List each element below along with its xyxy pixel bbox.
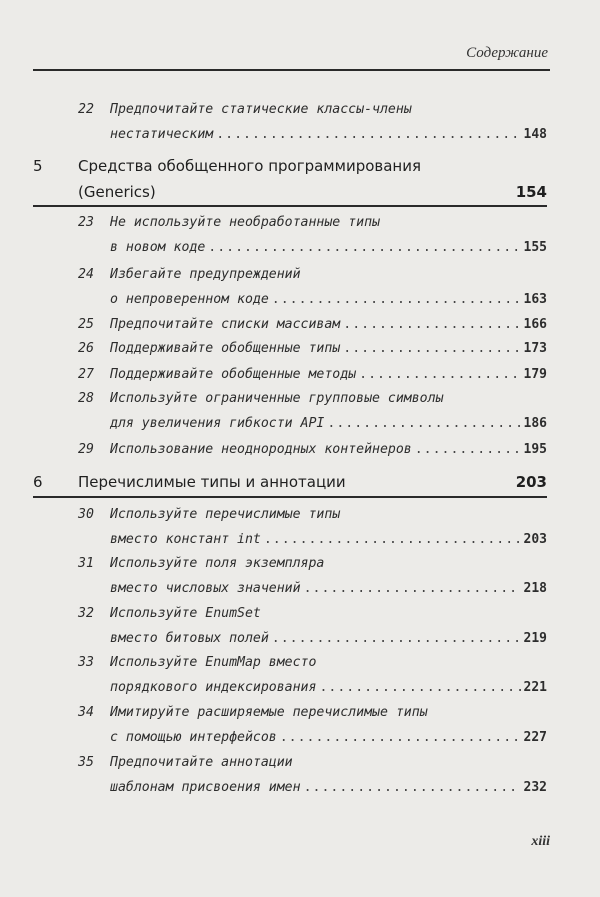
chapter-title-cont: (Generics) (78, 183, 156, 201)
chapter-6-heading[interactable] (33, 469, 547, 495)
item-number: 31 (78, 556, 94, 571)
item-number: 33 (78, 655, 94, 670)
item-title-cont: нестатическим (110, 127, 214, 142)
item-title: Используйте EnumMap вместо (110, 655, 317, 670)
item-title: Поддерживайте обобщенные методы (110, 367, 357, 382)
item-title: Предпочитайте статические классы-члены (110, 102, 412, 117)
running-header: Содержание (466, 45, 548, 61)
page-number: 221 (523, 680, 547, 695)
toc-item-23[interactable] (78, 210, 547, 260)
chapter-number: 5 (33, 157, 43, 175)
item-title: Не используйте необработанные типы (110, 215, 380, 230)
dot-leader (272, 287, 521, 312)
item-title-cont: порядкового индексирования (110, 680, 317, 695)
item-number: 23 (78, 215, 94, 230)
item-title-cont: о непроверенном коде (110, 292, 269, 307)
dot-leader (359, 362, 520, 387)
item-number: 35 (78, 755, 94, 770)
toc-item-34[interactable] (78, 700, 547, 750)
chapter-6-rule (33, 496, 547, 498)
page-number: 166 (523, 317, 547, 332)
item-title: Используйте перечислимые типы (110, 507, 341, 522)
dot-leader (216, 122, 520, 147)
dot-leader (327, 411, 520, 436)
dot-leader (304, 775, 521, 800)
dot-leader (264, 527, 521, 552)
dot-leader (343, 336, 520, 361)
item-number: 24 (78, 267, 94, 282)
page-number: 179 (523, 367, 547, 382)
toc-item-26[interactable] (78, 336, 547, 361)
item-title-cont: вместо числовых значений (110, 581, 301, 596)
toc-item-24[interactable] (78, 262, 547, 312)
dot-leader (304, 576, 521, 601)
page-number: 219 (523, 631, 547, 646)
page-number: 155 (523, 240, 547, 255)
dot-leader (208, 235, 520, 260)
toc-item-35[interactable] (78, 750, 547, 800)
item-title: Поддерживайте обобщенные типы (110, 341, 341, 356)
page-number: 218 (523, 581, 547, 596)
toc-item-33[interactable] (78, 650, 547, 700)
item-title-cont: вместо битовых полей (110, 631, 269, 646)
chapter-number: 6 (33, 473, 43, 491)
page-number: 232 (523, 780, 547, 795)
item-number: 27 (78, 367, 94, 382)
dot-leader (415, 437, 521, 462)
toc-item-29[interactable] (78, 437, 547, 462)
item-title-cont: шаблонам присвоения имен (110, 780, 301, 795)
item-number: 26 (78, 341, 94, 356)
item-title: Используйте поля экземпляра (110, 556, 325, 571)
dot-leader (280, 725, 521, 750)
page-number: 148 (523, 127, 547, 142)
page-folio: xiii (531, 834, 550, 849)
toc-item-32[interactable] (78, 601, 547, 651)
page-number: 195 (523, 442, 547, 457)
item-number: 32 (78, 606, 94, 621)
item-title: Предпочитайте аннотации (110, 755, 293, 770)
item-title-cont: для увеличения гибкости API (110, 416, 325, 431)
item-number: 22 (78, 102, 94, 117)
dot-leader (272, 626, 521, 651)
toc-item-31[interactable] (78, 551, 547, 601)
toc-item-25[interactable] (78, 312, 547, 337)
item-title-cont: вместо констант int (110, 532, 261, 547)
item-number: 30 (78, 507, 94, 522)
dot-leader (319, 675, 520, 700)
dot-leader (343, 312, 520, 337)
chapter-title: Средства обобщенного программирования (78, 157, 422, 175)
item-title-cont: с помощью интерфейсов (110, 730, 277, 745)
item-number: 29 (78, 442, 94, 457)
item-number: 25 (78, 317, 94, 332)
item-title: Используйте EnumSet (110, 606, 261, 621)
page-number: 173 (523, 341, 547, 356)
page-number: 227 (523, 730, 547, 745)
item-title: Имитируйте расширяемые перечислимые типы (110, 705, 428, 720)
chapter-5-rule (33, 205, 547, 207)
chapter-page-number: 203 (515, 473, 547, 491)
item-title-cont: в новом коде (110, 240, 206, 255)
chapter-5-heading[interactable] (33, 153, 547, 205)
page-number: 203 (523, 532, 547, 547)
toc-item-28[interactable] (78, 386, 547, 436)
item-title: Используйте ограниченные групповые символы (110, 391, 444, 406)
chapter-page-number: 154 (515, 183, 547, 201)
page-number: 186 (523, 416, 547, 431)
item-number: 28 (78, 391, 94, 406)
item-number: 34 (78, 705, 94, 720)
item-title: Предпочитайте списки массивам (110, 317, 341, 332)
item-title: Использование неоднородных контейнеров (110, 442, 412, 457)
toc-item-27[interactable] (78, 362, 547, 387)
chapter-title: Перечислимые типы и аннотации (78, 473, 346, 491)
toc-item-22[interactable] (78, 97, 547, 147)
item-title: Избегайте предупреждений (110, 267, 301, 282)
toc-item-30[interactable] (78, 502, 547, 552)
page-number: 163 (523, 292, 547, 307)
